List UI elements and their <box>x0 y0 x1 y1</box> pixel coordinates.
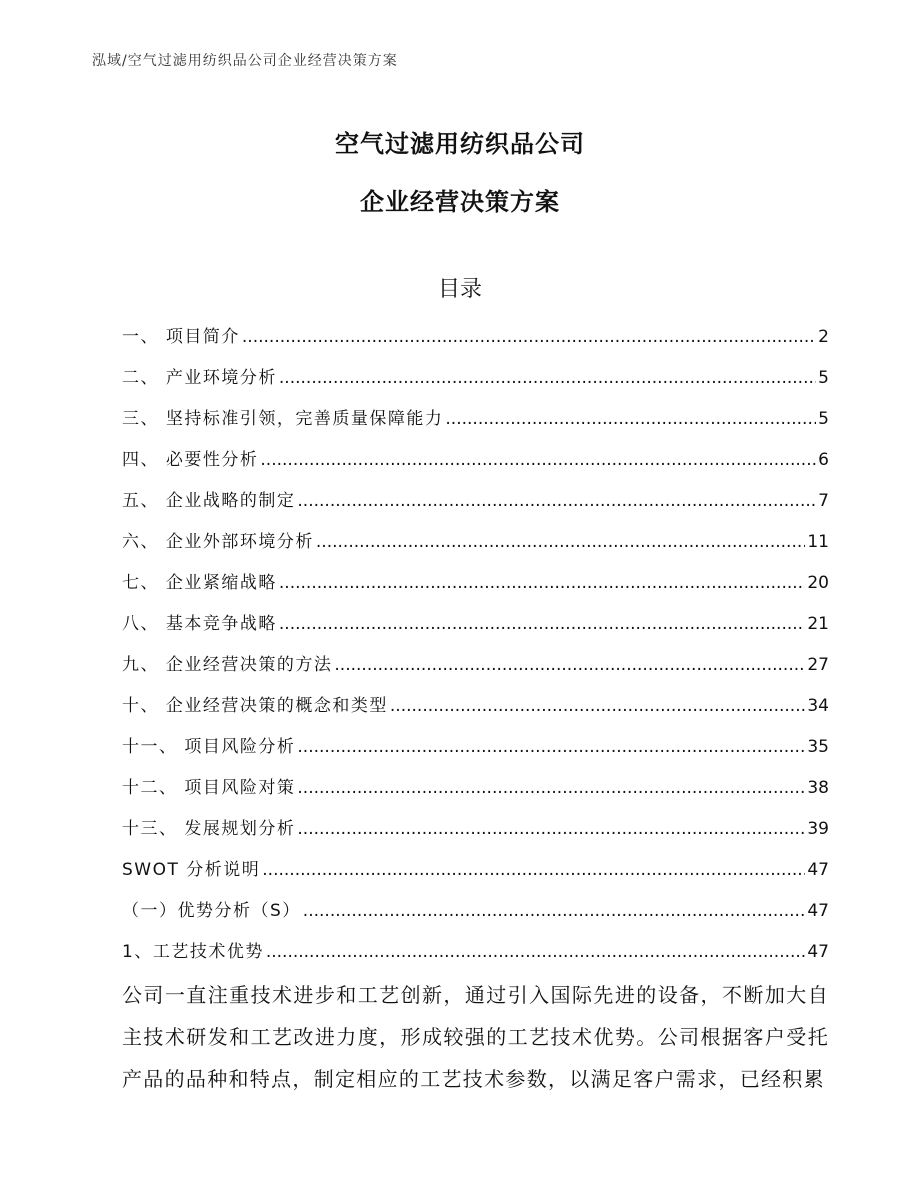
toc-leader-dots <box>242 327 816 347</box>
toc-leader-dots <box>297 491 816 511</box>
toc-page-number: 27 <box>807 655 829 675</box>
toc-page-number: 38 <box>807 778 829 798</box>
toc-leader-dots <box>334 655 805 675</box>
toc-page-number: 5 <box>818 409 829 429</box>
toc-page-number: 6 <box>818 450 829 470</box>
toc-leader-dots <box>266 942 806 962</box>
toc-leader-dots <box>390 696 805 716</box>
toc-page-number: 11 <box>807 532 829 552</box>
toc-page-number: 34 <box>807 696 829 716</box>
toc-page-number: 35 <box>807 737 829 757</box>
toc-entry-label: 一、 项目简介 <box>122 327 240 347</box>
toc-entry[interactable] <box>122 732 829 773</box>
toc-entry[interactable] <box>122 486 829 527</box>
toc-entry-label: 九、 企业经营决策的方法 <box>122 655 333 675</box>
toc-entry-label: 1、工艺技术优势 <box>122 942 264 962</box>
toc-entry-label: （一）优势分析（S） <box>122 901 301 921</box>
toc-page-number: 39 <box>807 819 829 839</box>
toc-leader-dots <box>279 368 816 388</box>
toc-entry-label: SWOT 分析说明 <box>122 860 261 880</box>
toc-leader-dots <box>303 901 806 921</box>
toc-entry-label: 十三、 发展规划分析 <box>122 819 296 839</box>
toc-entry[interactable] <box>122 568 829 609</box>
toc-entry[interactable] <box>122 404 829 445</box>
toc-page-number: 47 <box>807 901 829 921</box>
toc-entry[interactable] <box>122 650 829 691</box>
toc-page-number: 2 <box>818 327 829 347</box>
toc-leader-dots <box>279 614 805 634</box>
table-of-contents <box>122 322 829 978</box>
toc-entry-label: 五、 企业战略的制定 <box>122 491 296 511</box>
toc-entry[interactable] <box>122 609 829 650</box>
toc-leader-dots <box>279 573 805 593</box>
toc-entry[interactable] <box>122 814 829 855</box>
document-title-line2: 企业经营决策方案 <box>360 188 560 216</box>
toc-leader-dots <box>445 409 816 429</box>
toc-entry-label: 三、 坚持标准引领，完善质量保障能力 <box>122 409 444 429</box>
toc-entry[interactable] <box>122 445 829 486</box>
toc-entry[interactable] <box>122 937 829 978</box>
toc-entry-label: 七、 企业紧缩战略 <box>122 573 277 593</box>
toc-entry[interactable] <box>122 773 829 814</box>
toc-leader-dots <box>316 532 805 552</box>
running-header: 泓域/空气过滤用纺织品公司企业经营决策方案 <box>92 53 398 69</box>
toc-leader-dots <box>297 737 805 757</box>
toc-entry[interactable] <box>122 363 829 404</box>
toc-entry[interactable] <box>122 896 829 937</box>
document-title-line1: 空气过滤用纺织品公司 <box>335 130 585 158</box>
toc-entry-label: 十、 企业经营决策的概念和类型 <box>122 696 388 716</box>
toc-heading: 目录 <box>437 277 482 302</box>
body-paragraph: 公司一直注重技术进步和工艺创新，通过引入国际先进的设备，不断加大自主技术研发和工艺改进力度，形成较强的工艺技术优势。公司根据客户受托产品的品种和特点，制定相应的工艺技术参数，以满足客户需求，已经积累 <box>122 983 829 1091</box>
toc-entry-label: 十一、 项目风险分析 <box>122 737 296 757</box>
toc-leader-dots <box>297 778 805 798</box>
toc-leader-dots <box>262 860 805 880</box>
toc-page-number: 47 <box>807 860 829 880</box>
toc-entry[interactable] <box>122 691 829 732</box>
toc-page-number: 20 <box>807 573 829 593</box>
toc-entry-label: 二、 产业环境分析 <box>122 368 277 388</box>
toc-entry-label: 八、 基本竞争战略 <box>122 614 277 634</box>
toc-entry-label: 六、 企业外部环境分析 <box>122 532 314 552</box>
toc-page-number: 7 <box>818 491 829 511</box>
toc-entry-label: 四、 必要性分析 <box>122 450 259 470</box>
toc-entry-label: 十二、 项目风险对策 <box>122 778 296 798</box>
toc-leader-dots <box>297 819 805 839</box>
toc-page-number: 21 <box>807 614 829 634</box>
toc-entry[interactable] <box>122 322 829 363</box>
toc-entry[interactable] <box>122 527 829 568</box>
toc-leader-dots <box>260 450 816 470</box>
toc-entry[interactable] <box>122 855 829 896</box>
toc-page-number: 47 <box>807 942 829 962</box>
toc-page-number: 5 <box>818 368 829 388</box>
